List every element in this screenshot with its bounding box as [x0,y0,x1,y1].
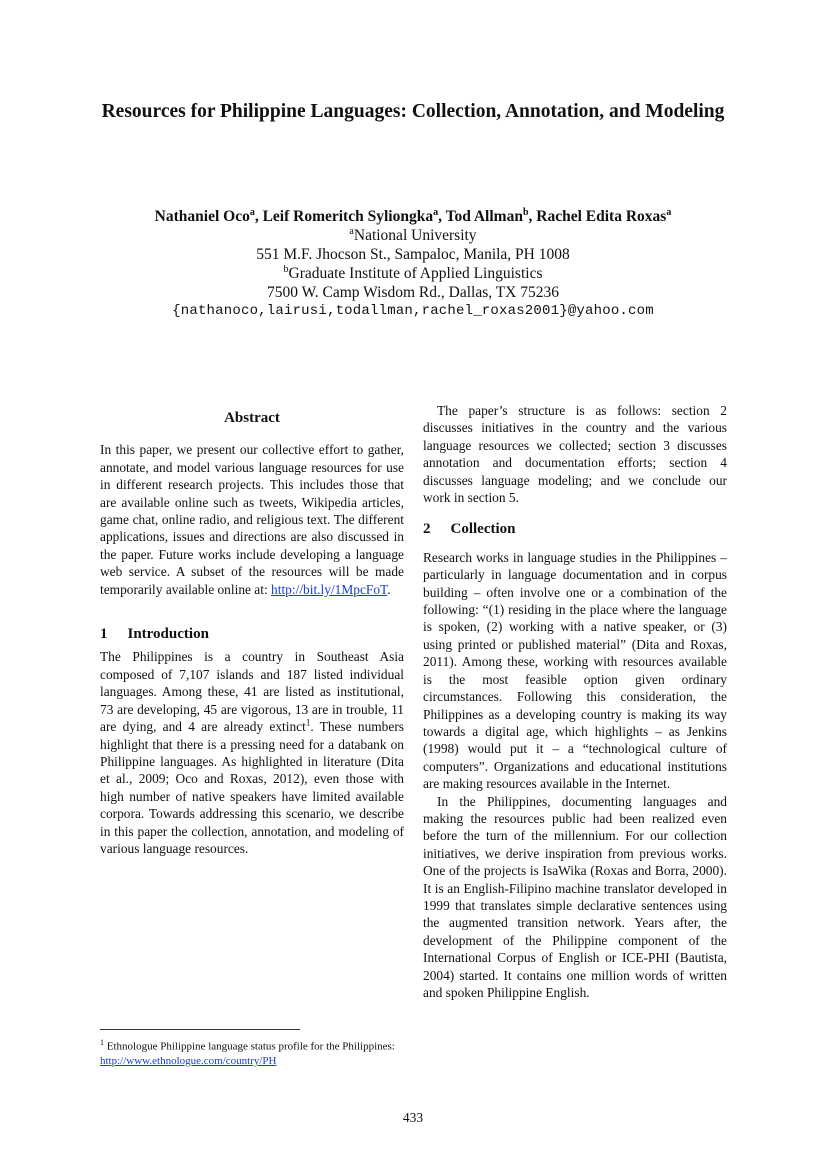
footnote [100,1036,404,1068]
author-name: Rachel Edita Roxas [536,208,667,225]
footnote-mark: 1 [305,717,311,728]
collection-paragraph-1: Research works in language studies in the Philippines – particularly in language documentation and in corpus building – often involve one or a combination of the following: “(1) residing in the place where the language is spoken, (2) working with a native speaker, or (3) using printed or published material” (Dita and Roxas, 2011). Among these, working with resources available is the most feasible option given ordinary circumstances. Following this consideration, the Philippines as a developing country is making its way towards a digital age, which highlights – as Jenkins (1998) would put it – a “technological culture of computers”. Organizations and educational institutions are making resources available in the Internet. [423,549,727,792]
affiliation-b [60,264,766,283]
footnote-mark: 1 [100,1038,104,1047]
affiliation-name: National University [353,227,477,244]
author-list: Nathaniel Oco$^a$, Leif Romeritch Syliongka$^a$, Tod Allman$^b$, Rachel Edita Roxas$^a$ [154,206,672,225]
footnote-link[interactable]: http://www.ethnologue.com/country/PH [100,1054,277,1067]
affiliation-address: 7500 W. Camp Wisdom Rd., Dallas, TX 75236 [266,284,560,301]
footnote-divider [100,1029,300,1030]
affiliation-address: 551 M.F. Jhocson St., Sampaloc, Manila, PH 1008 [256,246,570,263]
section-heading-collection [423,521,727,538]
affiliation-name: Graduate Institute of Applied Linguistics [288,265,543,282]
abstract-end: . [387,581,391,597]
section-title: Introduction [127,626,209,643]
paper-title: Resources for Philippine Languages: Collection, Annotation, and Modeling [101,101,725,122]
section-heading-introduction [100,626,404,643]
affiliation-mark: b [522,206,529,218]
right-column [423,402,727,1001]
intro-text: The Philippines is a country in Southeast Asia composed of 7,107 islands and 187 listed individual languages. Among these, 41 are listed as institutional, 73 are developing, 45 are vigorous, 13 are in trouble, 11 are dying, and 4 are already extinct [100,649,404,735]
affiliation-mark: a [666,206,672,218]
page-number: 433 [402,1110,424,1125]
section-number: 2 [423,521,431,538]
affiliation-mark: a [433,206,439,218]
abstract-heading: Abstract [224,410,280,426]
affiliation-mark: a [249,206,255,218]
author-block [60,207,766,321]
section-number: 1 [100,626,108,643]
affiliation-mark: a [349,225,354,237]
structure-paragraph: The paper’s structure is as follows: section 2 discusses initiatives in the country and the various language resources we collected; section 3 discusses annotation and documentation efforts; section 4 discusses language modeling; and we conclude our work in section 5. [423,403,727,506]
affiliation-mark: b [283,263,289,275]
author-name: Nathaniel Oco [154,208,250,225]
section-title: Collection [450,521,516,538]
footnote-text: Ethnologue Philippine language status profile for the Philippines: [104,1040,395,1053]
abstract-body: In this paper, we present our collective effort to gather, annotate, and model various language resources for use in different research projects. This includes those that are available online such as tweets, Wikipedia articles, game chat, online radio, and religious text. The different applications, issues and directions are also discussed in the paper. Future works include developing a language web service. A subset of the resources will be made temporarily available online at: [100,442,404,597]
author-name: Leif Romeritch Syliongka [262,208,434,225]
abstract-text [100,441,404,598]
intro-paragraph [100,648,404,857]
intro-text-continued: . These numbers highlight that there is a pressing need for a databank on Philippine languages. As highlighted in literature (Dita et al., 2009; Oco and Roxas, 2012), even those with high number of native speakers have limited available corpora. Towards addressing this scenario, we describe in this paper the collection, annotation, and modeling of various language resources. [100,719,404,856]
author-name: Tod Allman [445,208,523,225]
collection-paragraph-2: In the Philippines, documenting languages and making the resources public had been realized even before the turn of the millennium. For our collection initiatives, we derive inspiration from previous works. One of the projects is IsaWika (Roxas and Borra, 2000). It is an English-Filipino machine translator developed in 1999 that translates simple declarative sentences using the augmented transition network. Years after, the development of the Philippine component of the International Corpus of English or ICE-PHI (Bautista, 2004) started. It contains one million words of written and spoken Philippine English. [423,793,727,1000]
left-column [100,410,404,857]
author-emails: {nathanoco,lairusi,todallman,rachel_roxas2001}@yahoo.com [172,303,654,319]
abstract-link[interactable]: http://bit.ly/1MpcFoT [271,581,388,597]
affiliation-a [60,226,766,245]
